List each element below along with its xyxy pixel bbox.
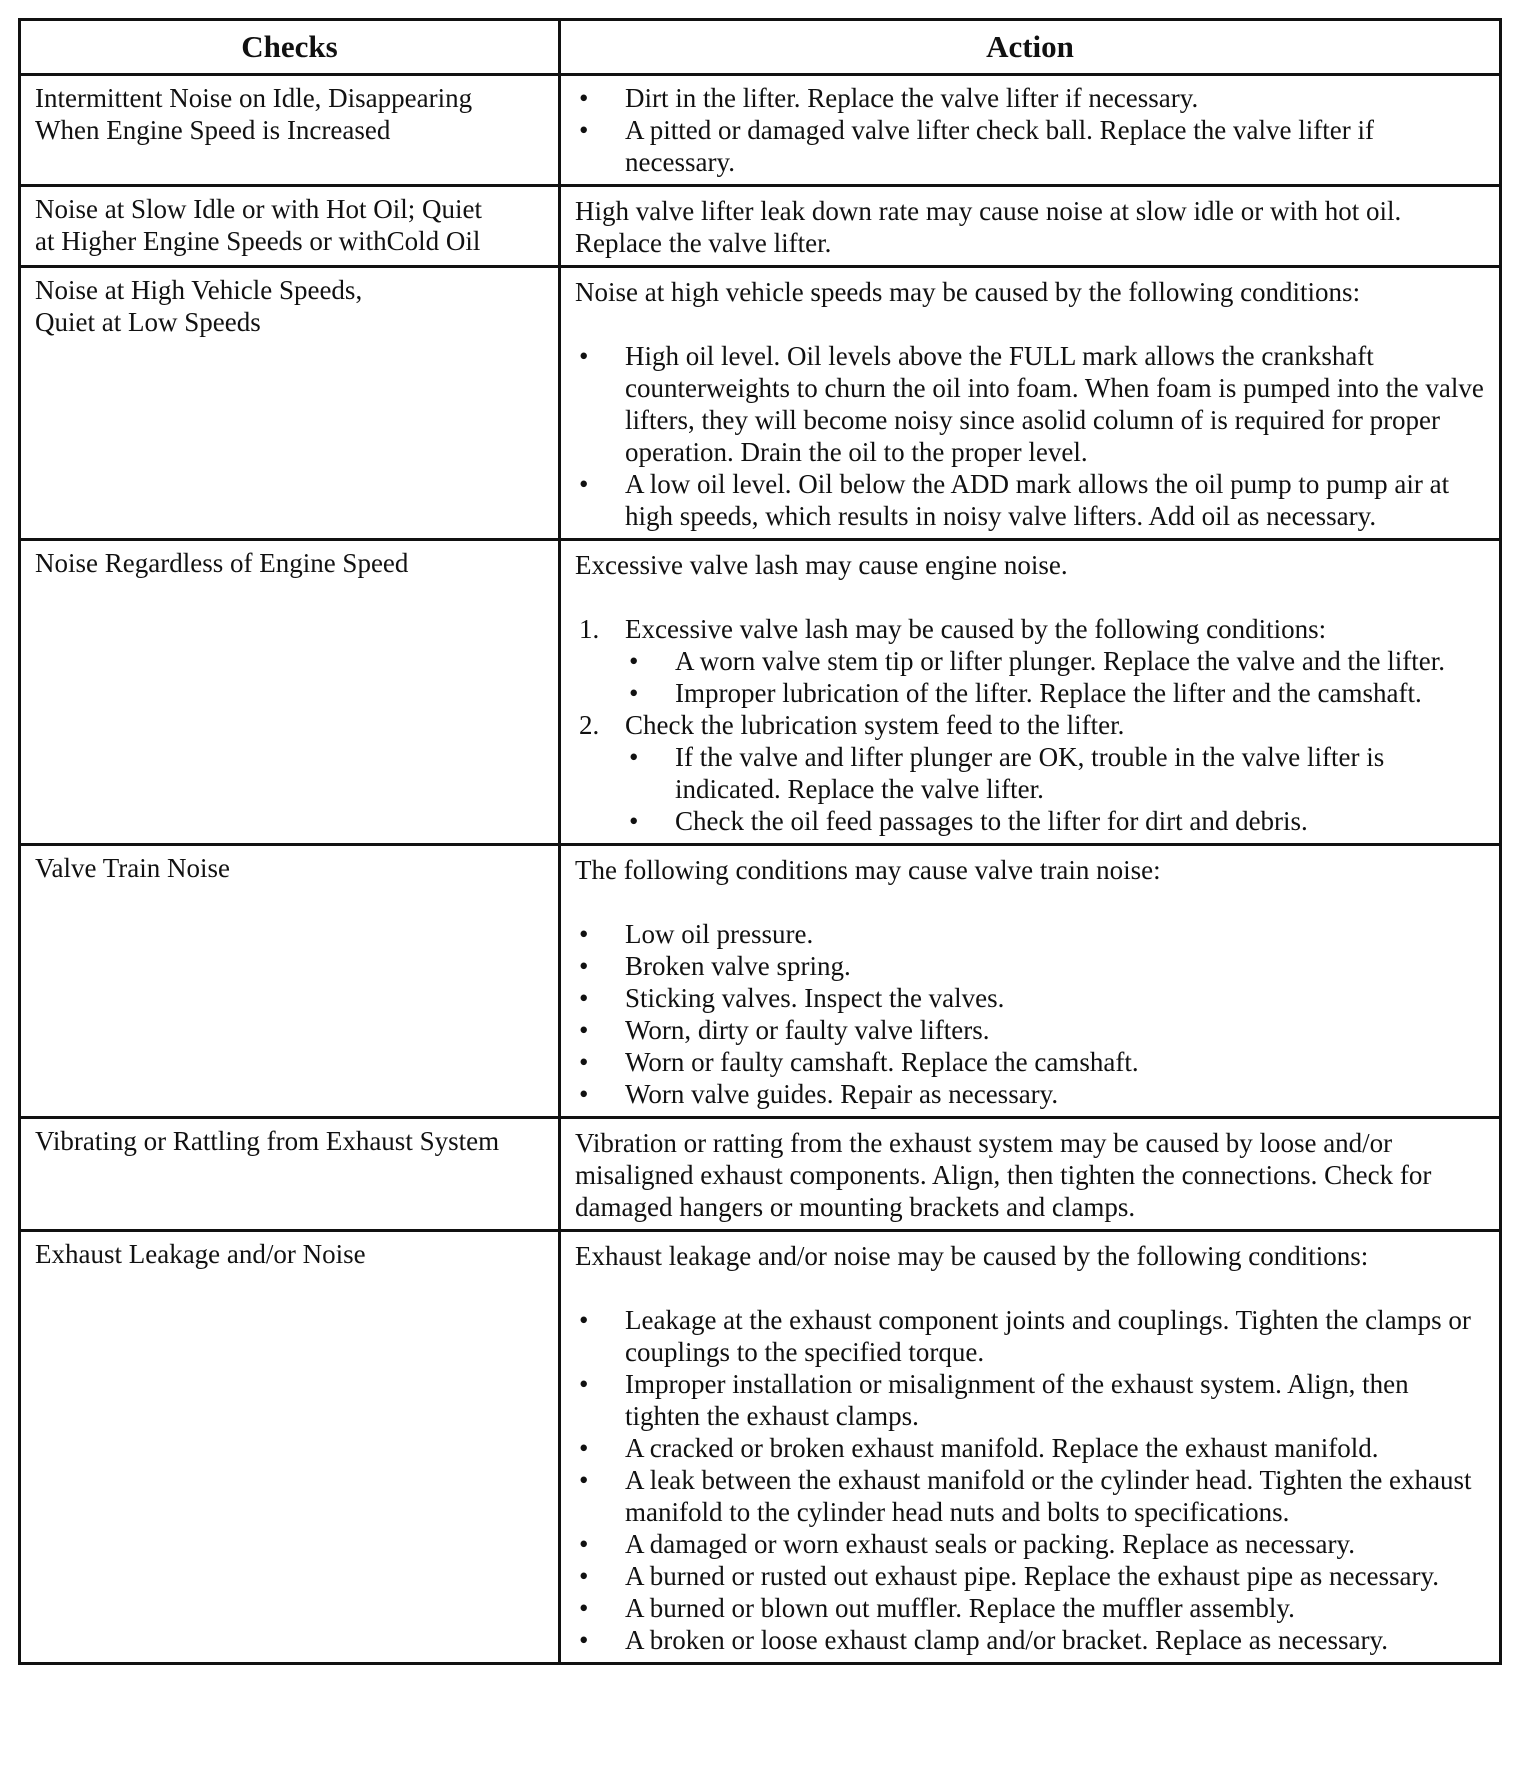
action-bullet-item: • A broken or loose exhaust clamp and/or bracket. Replace as necessary. xyxy=(575,1624,1487,1656)
action-cell xyxy=(560,540,1501,845)
check-cell: Intermittent Noise on Idle, Disappearing When Engine Speed is Increased xyxy=(20,75,560,186)
header-row xyxy=(20,20,1501,75)
step-sub-item: • Check the oil feed passages to the lifter for dirt and debris. xyxy=(625,805,1487,837)
action-intro: Vibration or ratting from the exhaust system may be caused by loose and/or misaligned exhaust components. Align, then tighten the connections. Check for damaged hangers or mounting brackets and clamps. xyxy=(575,1128,1432,1222)
action-bullet-item: • Sticking valves. Inspect the valves. xyxy=(575,982,1487,1014)
action-bullet-item: • A low oil level. Oil below the ADD mark allows the oil pump to pump air at high speeds, which results in noisy valve lifters. Add oil as necessary. xyxy=(575,468,1487,532)
check-cell: Noise at Slow Idle or with Hot Oil; Quiet at Higher Engine Speeds or withCold Oil xyxy=(20,186,560,267)
check-cell: Exhaust Leakage and/or Noise xyxy=(20,1231,560,1664)
step-number: 1. xyxy=(579,614,600,644)
action-cell xyxy=(560,75,1501,186)
action-bullet-item: • Worn valve guides. Repair as necessary. xyxy=(575,1078,1487,1110)
action-bullet-item: • A cracked or broken exhaust manifold. Replace the exhaust manifold. xyxy=(575,1432,1487,1464)
action-bullet-list xyxy=(575,1304,1487,1656)
table-row xyxy=(20,845,1501,1118)
check-cell: Noise Regardless of Engine Speed xyxy=(20,540,560,845)
action-bullet-item: • A burned or blown out muffler. Replace the muffler assembly. xyxy=(575,1592,1487,1624)
action-bullet-item: • Improper installation or misalignment of the exhaust system. Align, then tighten the exhaust clamps. xyxy=(575,1368,1487,1432)
table-row xyxy=(20,186,1501,267)
check-cell: Noise at High Vehicle Speeds, Quiet at Low Speeds xyxy=(20,267,560,540)
action-cell xyxy=(560,1118,1501,1231)
numbered-step xyxy=(575,709,1487,837)
action-intro: Exhaust leakage and/or noise may be caused by the following conditions: xyxy=(575,1241,1369,1271)
action-cell xyxy=(560,1231,1501,1664)
action-intro: High valve lifter leak down rate may cause noise at slow idle or with hot oil. Replace the valve lifter. xyxy=(575,196,1402,258)
action-intro: Excessive valve lash may cause engine noise. xyxy=(575,550,1068,580)
action-bullet-item: • Worn or faulty camshaft. Replace the camshaft. xyxy=(575,1046,1487,1078)
diagnosis-table xyxy=(18,18,1502,1665)
action-bullet-item: • A damaged or worn exhaust seals or packing. Replace as necessary. xyxy=(575,1528,1487,1560)
action-bullet-item: • A burned or rusted out exhaust pipe. Replace the exhaust pipe as necessary. xyxy=(575,1560,1487,1592)
check-cell: Valve Train Noise xyxy=(20,845,560,1118)
checks-header: Checks xyxy=(20,20,560,75)
action-bullet-item: • Leakage at the exhaust component joints and couplings. Tighten the clamps or couplings to the specified torque. xyxy=(575,1304,1487,1368)
action-bullet-item: • A pitted or damaged valve lifter check ball. Replace the valve lifter if necessary. xyxy=(575,114,1487,178)
step-sub-item: • A worn valve stem tip or lifter plunger. Replace the valve and the lifter. xyxy=(625,645,1487,677)
step-sub-list xyxy=(625,645,1487,709)
action-header: Action xyxy=(560,20,1501,75)
action-bullet-item: • A leak between the exhaust manifold or the cylinder head. Tighten the exhaust manifold to the cylinder head nuts and bolts to specifications. xyxy=(575,1464,1487,1528)
action-bullet-list xyxy=(575,340,1487,532)
step-sub-item: • Improper lubrication of the lifter. Replace the lifter and the camshaft. xyxy=(625,677,1487,709)
action-bullet-list xyxy=(575,82,1487,178)
action-cell xyxy=(560,186,1501,267)
table-body xyxy=(20,75,1501,1664)
action-bullet-item: • Broken valve spring. xyxy=(575,950,1487,982)
action-cell xyxy=(560,267,1501,540)
step-text: Excessive valve lash may be caused by the following conditions: xyxy=(625,614,1327,644)
action-numbered-list xyxy=(575,613,1487,837)
action-intro: Noise at high vehicle speeds may be caused by the following conditions: xyxy=(575,277,1361,307)
action-cell xyxy=(560,845,1501,1118)
numbered-step xyxy=(575,613,1487,709)
step-text: Check the lubrication system feed to the lifter. xyxy=(625,710,1125,740)
action-bullet-item: • Dirt in the lifter. Replace the valve lifter if necessary. xyxy=(575,82,1487,114)
step-number: 2. xyxy=(579,710,600,740)
action-bullet-item: • High oil level. Oil levels above the FULL mark allows the crankshaft counterweights to churn the oil into foam. When foam is pumped into the valve lifters, they will become noisy since asolid column of is required for proper operation. Drain the oil to the proper level. xyxy=(575,340,1487,468)
table-row xyxy=(20,1231,1501,1664)
table-row xyxy=(20,1118,1501,1231)
table-row xyxy=(20,540,1501,845)
action-intro: The following conditions may cause valve train noise: xyxy=(575,855,1161,885)
check-cell: Vibrating or Rattling from Exhaust System xyxy=(20,1118,560,1231)
table-row xyxy=(20,267,1501,540)
step-sub-list xyxy=(625,741,1487,837)
step-sub-item: • If the valve and lifter plunger are OK, trouble in the valve lifter is indicated. Replace the valve lifter. xyxy=(625,741,1487,805)
action-bullet-item: • Low oil pressure. xyxy=(575,918,1487,950)
action-bullet-item: • Worn, dirty or faulty valve lifters. xyxy=(575,1014,1487,1046)
table-row xyxy=(20,75,1501,186)
action-bullet-list xyxy=(575,918,1487,1110)
